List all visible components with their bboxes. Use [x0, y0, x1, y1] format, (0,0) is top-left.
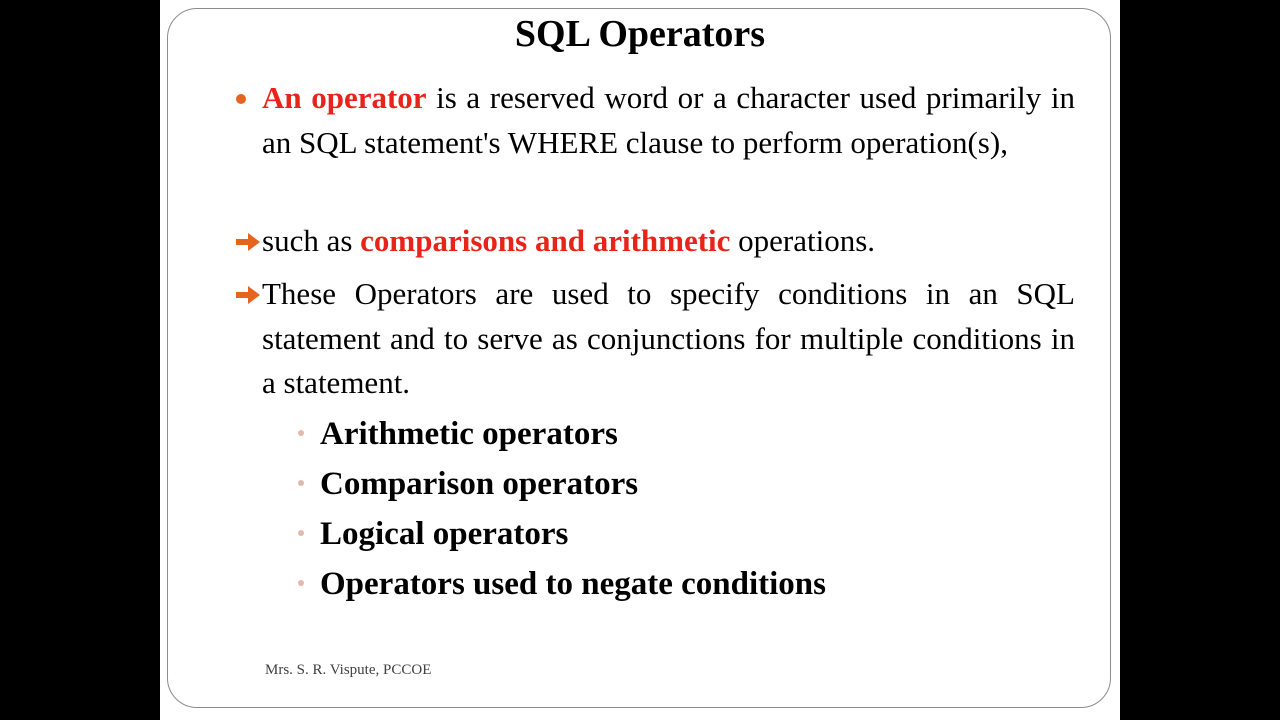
bullet-dot-icon	[236, 94, 246, 104]
list-item-label: Operators used to negate conditions	[320, 566, 826, 602]
list-item	[296, 562, 826, 612]
sub-bullet-icon	[298, 480, 304, 486]
comparisons-suffix: operations.	[730, 223, 876, 258]
list-item	[296, 462, 826, 512]
arrow-point-conditions: These Operators are used to specify conditions in an SQL statement and to serve as conjunctions for multiple conditions in a statement.	[262, 276, 1075, 400]
sub-bullet-icon	[298, 530, 304, 536]
slide-title: SQL Operators	[514, 13, 766, 55]
sub-bullet-icon	[298, 430, 304, 436]
right-arrow-icon	[234, 283, 262, 307]
operator-types-list	[296, 412, 826, 612]
right-arrow-icon	[234, 230, 262, 254]
bullet-operator-definition	[262, 76, 1075, 165]
list-item	[296, 412, 826, 462]
arrow-point-comparisons	[262, 219, 1075, 264]
operator-definition-text: is a reserved word or a character used primarily in an SQL statement's WHERE clause to perform operation(s),	[262, 80, 1075, 160]
list-item-label: Comparison operators	[320, 466, 639, 502]
slide	[160, 0, 1120, 720]
footer-author: Mrs. S. R. Vispute, PCCOE	[265, 662, 432, 678]
highlight-an-operator: An operator	[262, 80, 427, 115]
comparisons-prefix: such as	[262, 223, 361, 258]
list-item-label: Logical operators	[320, 516, 569, 552]
sub-bullet-icon	[298, 580, 304, 586]
highlight-comparisons-arithmetic: comparisons and arithmetic	[360, 223, 731, 258]
list-item-label: Arithmetic operators	[320, 416, 618, 452]
list-item	[296, 512, 826, 562]
